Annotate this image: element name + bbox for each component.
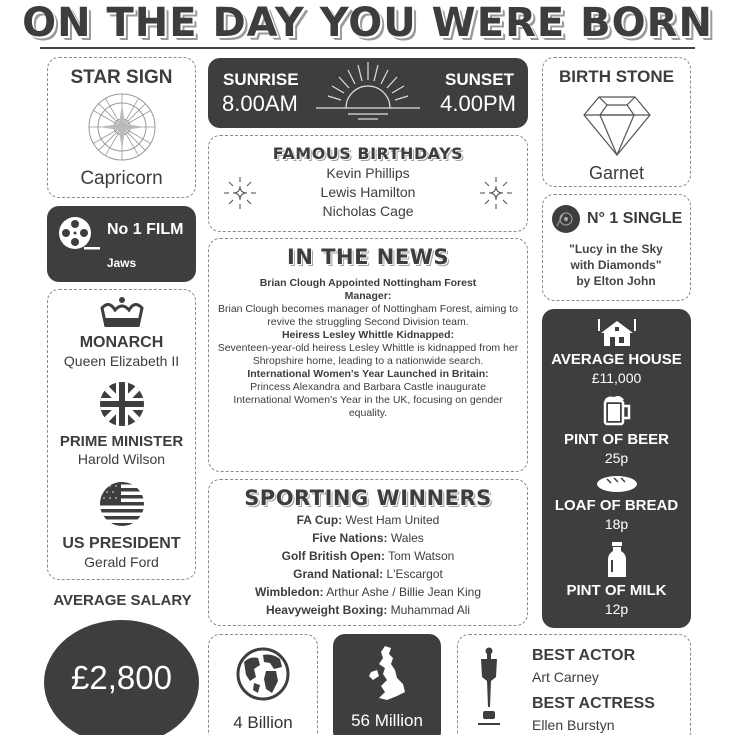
sporting-event: Golf British Open: xyxy=(281,549,385,563)
globe-icon xyxy=(236,647,290,701)
sporting-winner: Muhammad Ali xyxy=(387,603,471,617)
pint-of-milk-value: 12p xyxy=(604,601,629,617)
best-actress-name: Ellen Burstyn xyxy=(532,717,615,733)
no1-single-line: with Diamonds" xyxy=(570,258,662,272)
sunrise-sunset-card xyxy=(208,58,528,128)
sporting-winner: Tom Watson xyxy=(384,549,455,563)
sunset-time: 4.00PM xyxy=(440,91,516,116)
in-the-news-card xyxy=(208,238,528,472)
star-sign-heading: STAR SIGN xyxy=(70,67,173,88)
sporting-heading: SPORTING WINNERS xyxy=(244,486,492,510)
average-house-value: £11,000 xyxy=(591,370,642,386)
sporting-event: Heavyweight Boxing: xyxy=(265,603,388,617)
uk-flag-icon xyxy=(99,381,145,427)
world-population-card xyxy=(208,634,318,735)
sporting-row xyxy=(209,547,527,565)
loaf-of-bread-value: 18p xyxy=(604,516,629,532)
sporting-event: Grand National: xyxy=(293,567,384,581)
loaf-of-bread-label: LOAF OF BREAD xyxy=(554,497,679,514)
no1-film-card xyxy=(47,206,196,282)
average-salary-ellipse xyxy=(44,620,199,735)
us-president-name: Gerald Ford xyxy=(84,554,159,570)
title-divider xyxy=(40,47,695,49)
film-reel-icon xyxy=(58,216,102,252)
pint-of-beer-value: 25p xyxy=(604,450,629,466)
uk-map-icon xyxy=(367,644,407,704)
world-population-value: 4 Billion xyxy=(233,713,293,732)
best-actress-label: BEST ACTRESS xyxy=(532,695,655,712)
prime-minister-name: Harold Wilson xyxy=(77,451,166,467)
page-title: ON THE DAY YOU WERE BORN xyxy=(22,0,713,46)
famous-birthday-name: Nicholas Cage xyxy=(322,203,414,219)
prices-card xyxy=(542,309,691,628)
uk-population-card xyxy=(333,634,441,735)
sparkle-icon xyxy=(479,176,513,210)
news-item-body: Princess Alexandra and Barbara Castle inaugurate International Women's Year in the UK, focusing on gender equality. xyxy=(233,381,503,419)
crown-icon xyxy=(99,296,145,330)
monarch-label: MONARCH xyxy=(79,334,164,351)
best-actor-name: Art Carney xyxy=(532,669,599,685)
famous-birthdays-heading: FAMOUS BIRTHDAYS xyxy=(272,144,464,163)
birth-stone-value: Garnet xyxy=(588,163,645,183)
average-salary-value: £2,800 xyxy=(71,658,172,696)
sparkle-icon xyxy=(223,176,257,210)
sporting-winner: West Ham United xyxy=(342,513,440,527)
pint-of-beer xyxy=(542,394,691,467)
news-item-body: Seventeen-year-old heiress Lesley Whittle is kidnapped from her Shropshire home, leading to a nationwide search. xyxy=(217,342,519,367)
milk-bottle-icon xyxy=(607,542,627,578)
no1-single-text xyxy=(543,241,689,289)
us-flag-icon xyxy=(99,481,145,527)
news-item-body: Brian Clough becomes manager of Nottingham Forest, aiming to revive the struggling Second Division team. xyxy=(218,303,518,328)
average-house-label: AVERAGE HOUSE xyxy=(551,351,682,368)
sporting-winner: Wales xyxy=(387,531,424,545)
no1-film-heading: No 1 FILM xyxy=(107,221,184,238)
news-item-title: International Women's Year Launched in Britain: xyxy=(247,368,489,380)
famous-birthday-name: Kevin Phillips xyxy=(326,165,410,181)
no1-film-value: Jaws xyxy=(106,256,137,270)
average-salary-heading: AVERAGE SALARY xyxy=(53,592,192,609)
no1-single-heading: N° 1 SINGLE xyxy=(587,210,683,227)
house-icon xyxy=(597,317,637,347)
sporting-row xyxy=(209,565,527,583)
sporting-event: Five Nations: xyxy=(312,531,388,545)
star-sign-card xyxy=(47,57,196,198)
leaders-card xyxy=(47,289,196,580)
no1-single-line: "Lucy in the Sky xyxy=(569,242,663,256)
famous-birthday-name: Lewis Hamilton xyxy=(320,184,416,200)
sporting-row xyxy=(209,583,527,601)
loaf-of-bread xyxy=(542,474,691,533)
news-item-title: Heiress Lesley Whittle Kidnapped: xyxy=(281,329,455,341)
sporting-row xyxy=(209,601,527,619)
best-actor-label: BEST ACTOR xyxy=(532,647,636,664)
birth-stone-card xyxy=(542,57,691,187)
pint-of-milk xyxy=(542,542,691,618)
sporting-event: Wimbledon: xyxy=(255,585,324,599)
sunrise-time: 8.00AM xyxy=(222,91,298,116)
news-item-title: Brian Clough Appointed Nottingham Forest Manager: xyxy=(259,277,477,302)
average-house xyxy=(542,317,691,387)
no1-single-line: by Elton John xyxy=(576,274,656,288)
sporting-winner: Arthur Ashe / Billie Jean King xyxy=(323,585,481,599)
star-sign-value: Capricorn xyxy=(80,168,163,189)
sporting-row xyxy=(209,511,527,529)
news-heading: IN THE NEWS xyxy=(287,245,449,269)
sporting-winner: L'Escargot xyxy=(383,567,443,581)
sporting-event: FA Cup: xyxy=(296,513,343,527)
oscar-statue-icon xyxy=(476,647,502,731)
birth-stone-heading: BIRTH STONE xyxy=(559,67,674,86)
us-president-label: US PRESIDENT xyxy=(62,535,181,552)
vinyl-record-icon xyxy=(551,204,581,234)
sunset-label: SUNSET xyxy=(445,70,514,89)
pint-of-beer-label: PINT OF BEER xyxy=(563,431,669,448)
uk-population-value: 56 Million xyxy=(351,711,423,730)
bread-icon xyxy=(596,474,638,492)
sunrise-label: SUNRISE xyxy=(223,70,299,89)
sporting-row xyxy=(209,529,527,547)
sporting-winners-card xyxy=(208,479,528,626)
diamond-icon xyxy=(582,93,652,157)
monarch-name: Queen Elizabeth II xyxy=(63,353,180,369)
pint-of-milk-label: PINT OF MILK xyxy=(566,582,667,599)
sunrise-icon xyxy=(316,60,420,124)
zodiac-wheel-icon xyxy=(87,92,157,162)
no1-single-card xyxy=(542,194,691,301)
oscars-card xyxy=(457,634,691,735)
beer-mug-icon xyxy=(602,394,632,426)
famous-birthdays-card xyxy=(208,135,528,232)
prime-minister-label: PRIME MINISTER xyxy=(59,433,184,450)
